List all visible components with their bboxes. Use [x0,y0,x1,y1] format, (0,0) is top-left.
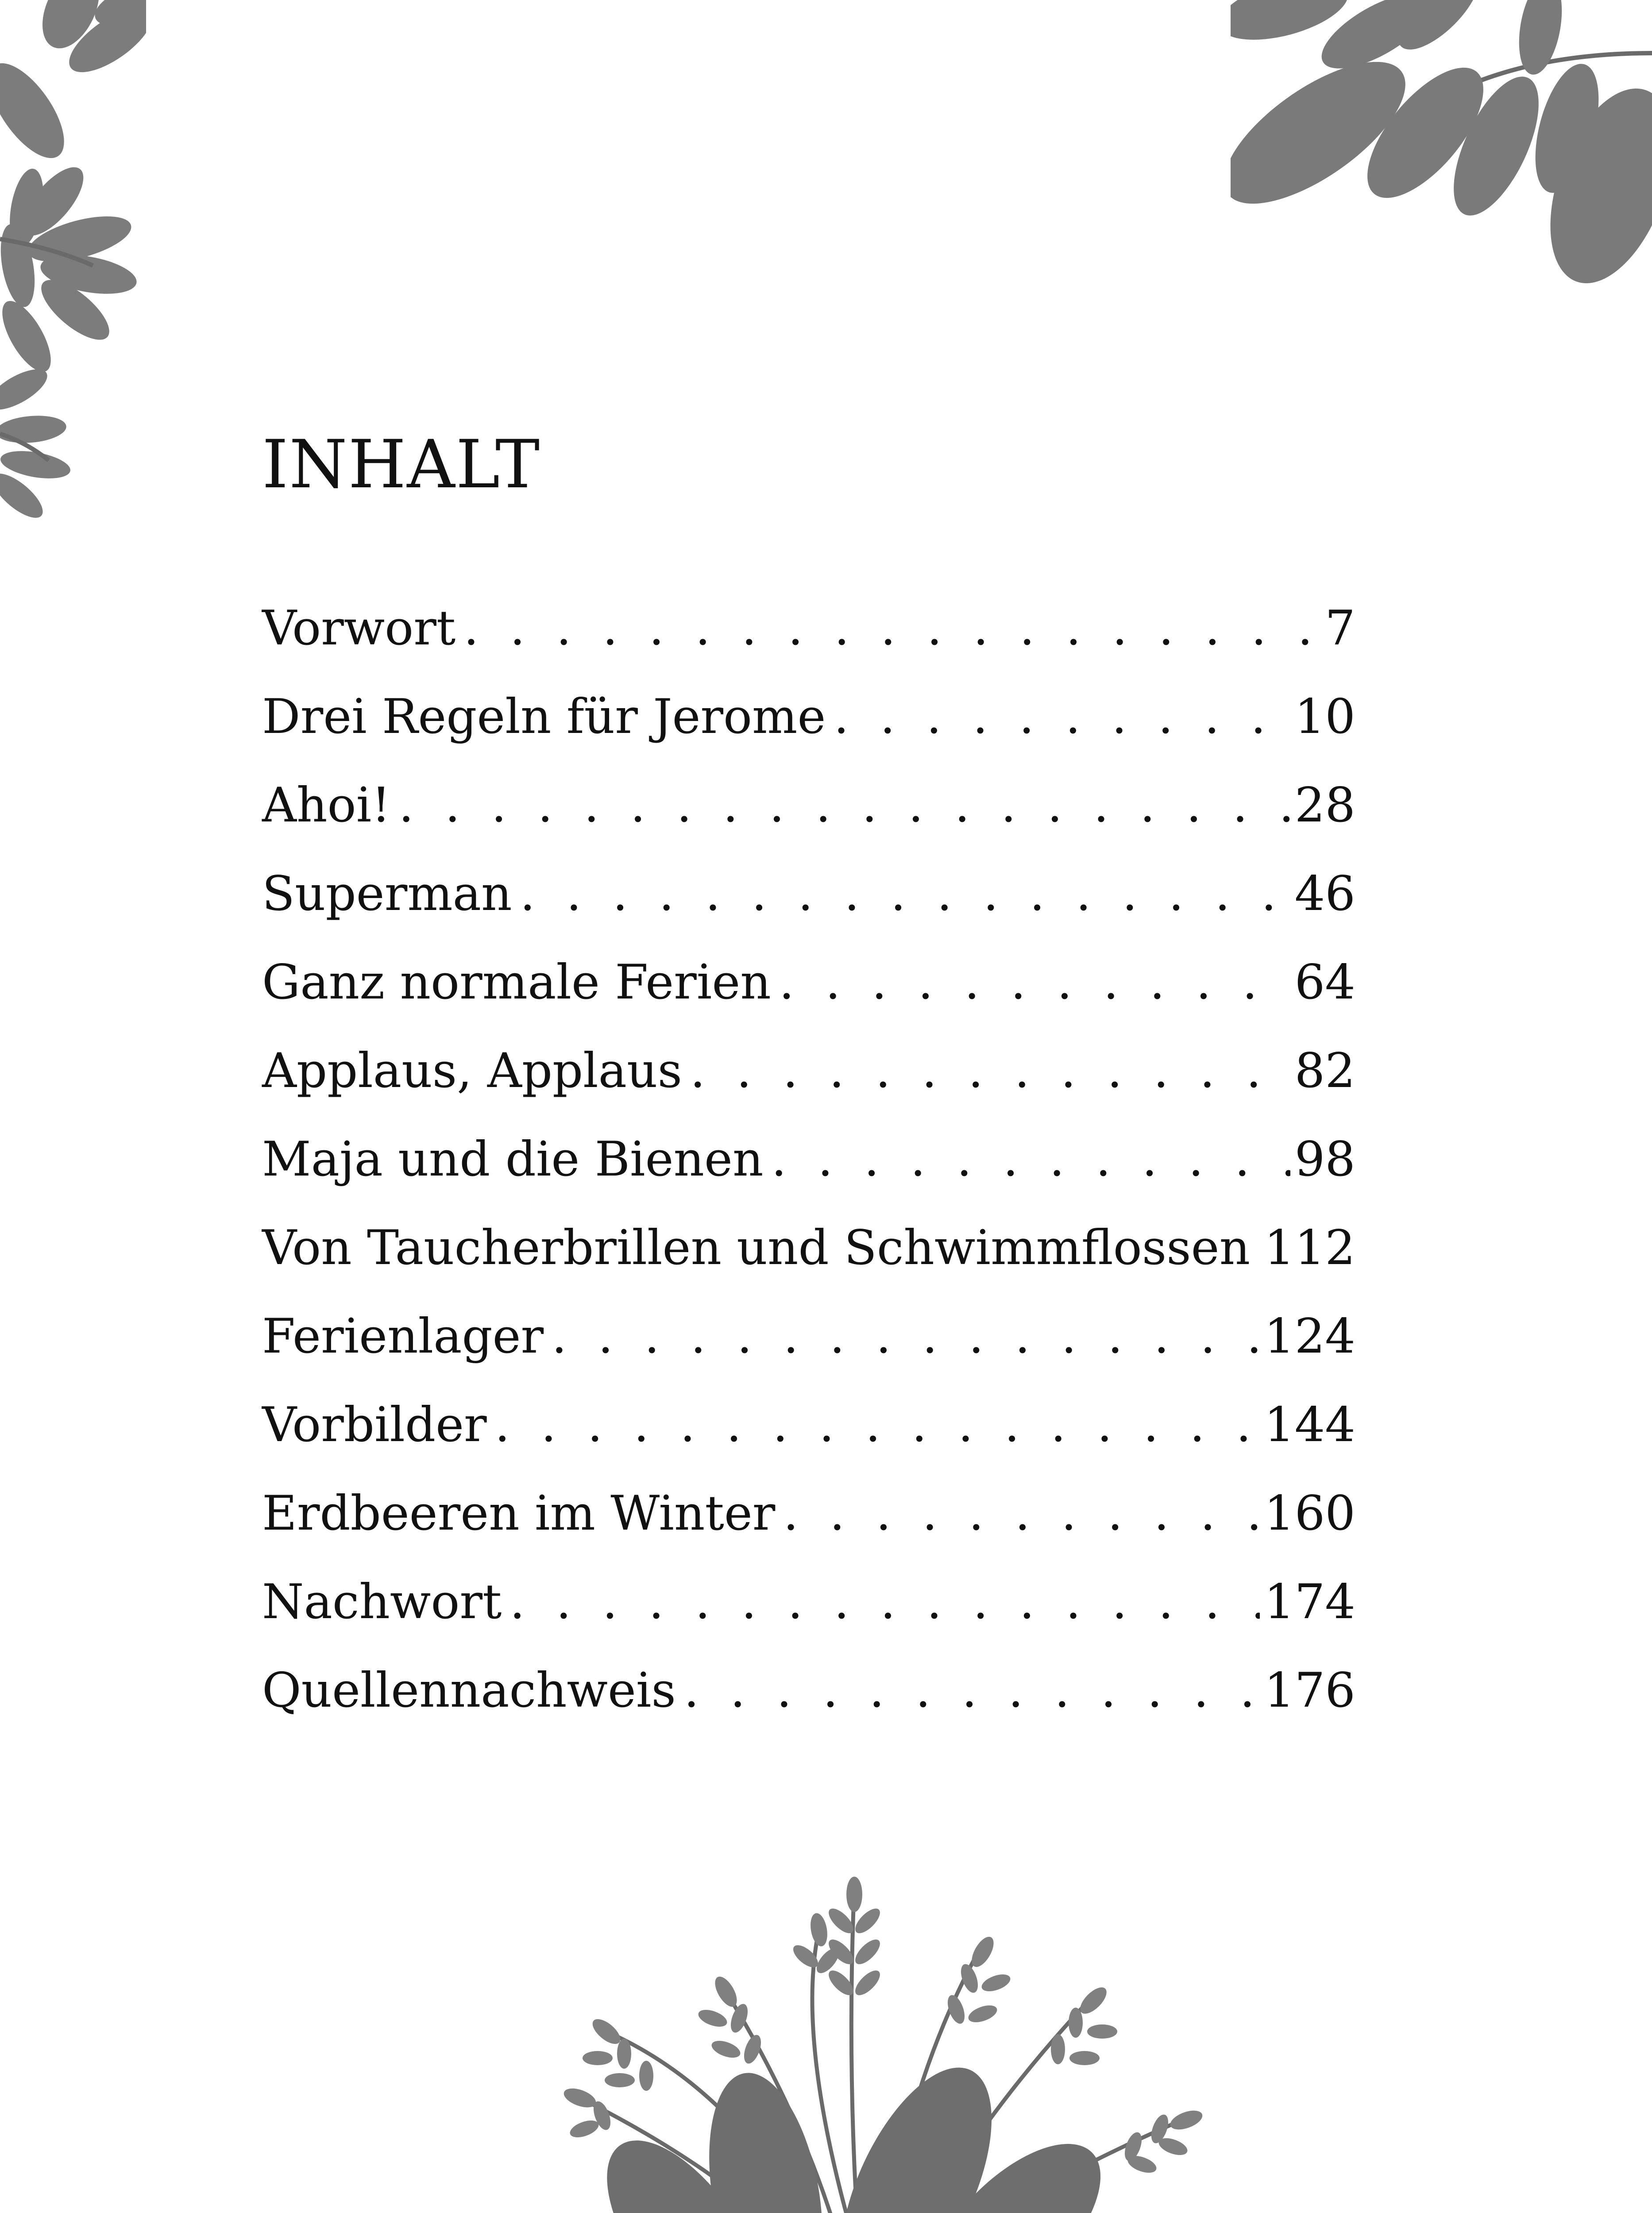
dot-leader [509,1558,1259,1646]
toc-entry[interactable] [262,1027,1355,1115]
toc-entry-page: 112 [1264,1220,1355,1276]
toc-entry[interactable] [262,761,1355,850]
dot-leader [779,938,1290,1027]
toc-entry[interactable] [262,938,1355,1027]
table-of-contents [262,584,1355,1735]
toc-entry[interactable] [262,850,1355,938]
toc-entry-page: 28 [1294,778,1355,833]
toc-entry-page: 124 [1264,1309,1355,1364]
toc-entry[interactable] [262,1204,1355,1292]
dot-leader [690,1027,1290,1115]
toc-entry-title: Vorbilder [262,1397,487,1453]
toc-entry-page: 160 [1264,1486,1355,1541]
dot-leader [783,1469,1259,1558]
toc-entry[interactable] [262,584,1355,673]
toc-entry[interactable] [262,1469,1355,1558]
toc-entry-page: 82 [1294,1043,1355,1099]
toc-entry[interactable] [262,1558,1355,1646]
toc-entry[interactable] [262,1115,1355,1204]
dot-leader [520,850,1290,938]
toc-entry-page: 7 [1325,601,1355,656]
toc-entry-page: 144 [1264,1397,1355,1453]
toc-entry[interactable] [262,1646,1355,1735]
toc-entry-page: 64 [1294,955,1355,1010]
dot-leader [399,761,1290,850]
leaf-decoration-top-left [0,0,146,518]
toc-entry-page: 46 [1294,866,1355,921]
toc-entry[interactable] [262,1381,1355,1469]
dot-leader [552,1292,1260,1381]
toc-entry-title: Applaus, Applaus [262,1043,683,1099]
toc-entry-page: 174 [1264,1574,1355,1630]
toc-entry-title: Quellennachweis [262,1663,676,1718]
page-title: INHALT [262,426,541,503]
dot-leader [463,584,1320,673]
toc-entry-title: Superman [262,866,512,921]
toc-entry-page: 10 [1294,689,1355,744]
leaf-decoration-top-right [1231,0,1652,288]
dot-leader [772,1115,1290,1204]
toc-entry-title: Erdbeeren im Winter [262,1486,776,1541]
toc-entry-title: Drei Regeln für Jerome [262,689,826,744]
toc-entry-title: Ganz normale Ferien [262,955,771,1010]
dot-leader [834,673,1290,761]
toc-entry-title: Ferienlager [262,1309,544,1364]
toc-entry[interactable] [262,1292,1355,1381]
dot-leader [684,1646,1260,1735]
toc-entry-title: Vorwort [262,601,456,656]
dot-leader [495,1381,1260,1469]
toc-entry-title: Von Taucherbrillen und Schwimmflossen [262,1220,1251,1276]
toc-entry-title: Nachwort [262,1574,502,1630]
plant-decoration-bottom [491,1877,1244,2213]
toc-entry[interactable] [262,673,1355,761]
toc-entry-page: 176 [1264,1663,1355,1718]
toc-entry-title: Maja und die Bienen [262,1132,764,1187]
toc-entry-page: 98 [1294,1132,1355,1187]
toc-entry-title: Ahoi! [262,778,391,833]
